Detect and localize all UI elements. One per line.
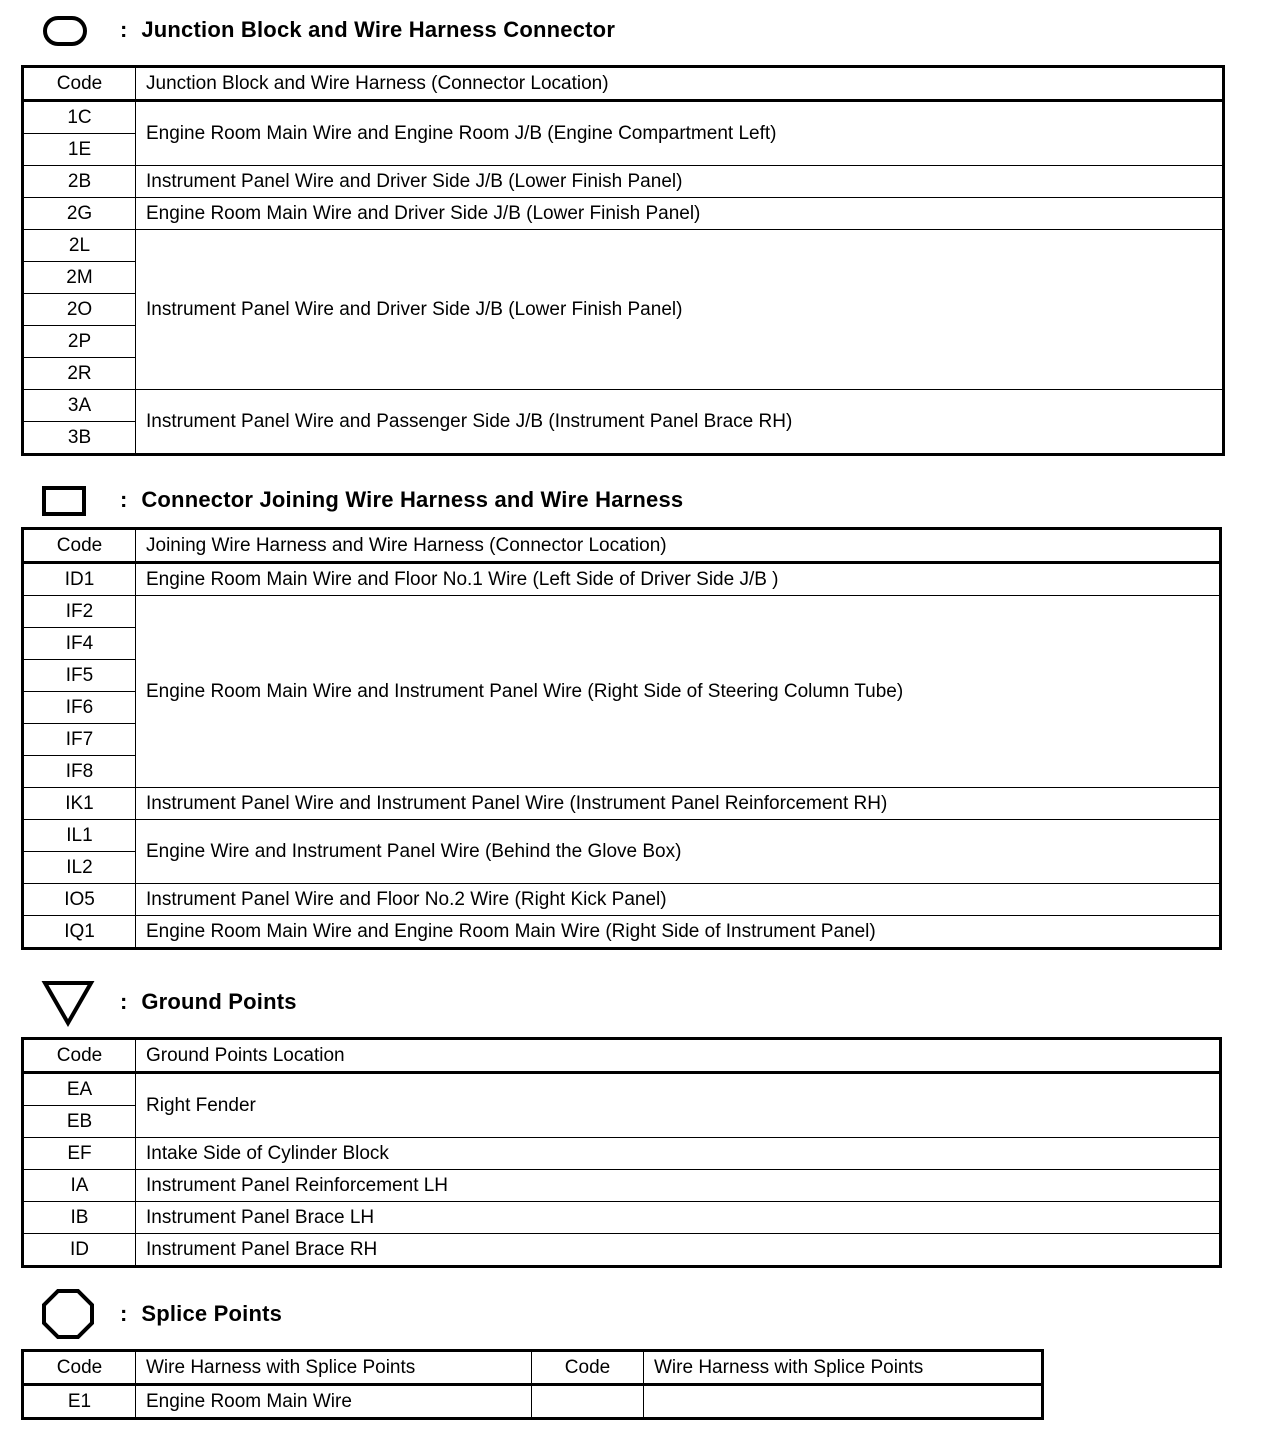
code-cell: IA (23, 1170, 136, 1202)
code-cell: EF (23, 1138, 136, 1170)
code-cell: E1 (23, 1385, 136, 1419)
section-title: Junction Block and Wire Harness Connector (141, 17, 616, 42)
code-cell: IF4 (23, 628, 136, 660)
code-cell: EA (23, 1073, 136, 1106)
location-cell: Engine Room Main Wire and Instrument Panel Wire (Right Side of Steering Column Tube) (136, 596, 1221, 788)
code-column-header-2: Code (532, 1351, 644, 1385)
wire-harness-column-header: Wire Harness with Splice Points (136, 1351, 532, 1385)
table-header-row (23, 1351, 1043, 1385)
code-cell: IO5 (23, 884, 136, 916)
section-heading-connector (40, 476, 683, 524)
code-cell: IL2 (23, 852, 136, 884)
heading-colon: : (120, 989, 128, 1014)
code-cell: IL1 (23, 820, 136, 852)
table-row (23, 198, 1224, 230)
location-cell: Instrument Panel Brace RH (136, 1234, 1221, 1267)
table-row (23, 884, 1221, 916)
code-cell: 2R (23, 358, 136, 390)
location-cell: Right Fender (136, 1073, 1221, 1138)
code-cell: IB (23, 1202, 136, 1234)
ground-table (21, 1037, 1222, 1268)
table-row (23, 1202, 1221, 1234)
location-cell: Intake Side of Cylinder Block (136, 1138, 1221, 1170)
section-heading-junction (40, 6, 615, 54)
code-cell: 2B (23, 166, 136, 198)
table-row (23, 230, 1224, 262)
code-cell: IF6 (23, 692, 136, 724)
table-row (23, 1138, 1221, 1170)
code-cell: 2P (23, 326, 136, 358)
octagon-icon (40, 1288, 100, 1340)
location-cell: Instrument Panel Wire and Floor No.2 Wire (Right Kick Panel) (136, 884, 1221, 916)
wire-harness-cell-2 (644, 1385, 1043, 1419)
code-cell: 1C (23, 101, 136, 134)
table-row (23, 1073, 1221, 1106)
heading-colon: : (120, 17, 128, 42)
table-row (23, 166, 1224, 198)
location-cell: Instrument Panel Reinforcement LH (136, 1170, 1221, 1202)
table-header-row (23, 529, 1221, 563)
location-cell: Engine Room Main Wire and Engine Room J/B (Engine Compartment Left) (136, 101, 1224, 166)
location-column-header: Junction Block and Wire Harness (Connector Location) (136, 67, 1224, 101)
code-cell: 1E (23, 134, 136, 166)
code-column-header: Code (23, 67, 136, 101)
code-cell: 3A (23, 390, 136, 422)
table-row (23, 390, 1224, 422)
triangle-down-icon (40, 977, 100, 1027)
table-row (23, 788, 1221, 820)
rectangle-icon (40, 480, 100, 520)
code-cell: 2O (23, 294, 136, 326)
code-cell: 2L (23, 230, 136, 262)
table-row (23, 596, 1221, 628)
location-cell: Engine Room Main Wire and Engine Room Main Wire (Right Side of Instrument Panel) (136, 916, 1221, 949)
table-row (23, 1385, 1043, 1419)
code-column-header: Code (23, 529, 136, 563)
section-title: Ground Points (141, 989, 297, 1014)
location-cell: Engine Room Main Wire and Driver Side J/B (Lower Finish Panel) (136, 198, 1224, 230)
heading-colon: : (120, 487, 128, 512)
table-row (23, 1170, 1221, 1202)
code-column-header: Code (23, 1351, 136, 1385)
location-column-header: Ground Points Location (136, 1039, 1221, 1073)
table-header-row (23, 67, 1224, 101)
code-cell: IK1 (23, 788, 136, 820)
table-row (23, 916, 1221, 949)
section-heading-splice (40, 1290, 282, 1338)
table-row (23, 820, 1221, 852)
code-cell: 2M (23, 262, 136, 294)
section-heading-ground (40, 978, 297, 1026)
location-cell: Engine Wire and Instrument Panel Wire (Behind the Glove Box) (136, 820, 1221, 884)
code-cell: 3B (23, 422, 136, 455)
location-cell: Engine Room Main Wire and Floor No.1 Wire (Left Side of Driver Side J/B ) (136, 563, 1221, 596)
code-cell: IQ1 (23, 916, 136, 949)
table-header-row (23, 1039, 1221, 1073)
code-cell: ID1 (23, 563, 136, 596)
code-cell: ID (23, 1234, 136, 1267)
section-title: Connector Joining Wire Harness and Wire Harness (141, 487, 684, 512)
wire-harness-cell: Engine Room Main Wire (136, 1385, 532, 1419)
rounded-rectangle-icon (40, 12, 100, 48)
code-cell: 2G (23, 198, 136, 230)
code-column-header: Code (23, 1039, 136, 1073)
heading-colon: : (120, 1301, 128, 1326)
location-cell: Instrument Panel Brace LH (136, 1202, 1221, 1234)
code-cell: IF2 (23, 596, 136, 628)
location-cell: Instrument Panel Wire and Instrument Panel Wire (Instrument Panel Reinforcement RH) (136, 788, 1221, 820)
table-row (23, 563, 1221, 596)
location-cell: Instrument Panel Wire and Driver Side J/B (Lower Finish Panel) (136, 166, 1224, 198)
code-cell: EB (23, 1106, 136, 1138)
location-column-header: Joining Wire Harness and Wire Harness (Connector Location) (136, 529, 1221, 563)
splice-table (21, 1349, 1044, 1420)
location-cell: Instrument Panel Wire and Passenger Side J/B (Instrument Panel Brace RH) (136, 390, 1224, 455)
connector-table (21, 527, 1222, 950)
code-cell: IF5 (23, 660, 136, 692)
section-title: Splice Points (141, 1301, 283, 1326)
table-row (23, 101, 1224, 134)
wire-harness-column-header-2: Wire Harness with Splice Points (644, 1351, 1043, 1385)
junction-table (21, 65, 1225, 456)
code-cell: IF7 (23, 724, 136, 756)
table-row (23, 1234, 1221, 1267)
code-cell: IF8 (23, 756, 136, 788)
code-cell-2 (532, 1385, 644, 1419)
location-cell: Instrument Panel Wire and Driver Side J/B (Lower Finish Panel) (136, 230, 1224, 390)
